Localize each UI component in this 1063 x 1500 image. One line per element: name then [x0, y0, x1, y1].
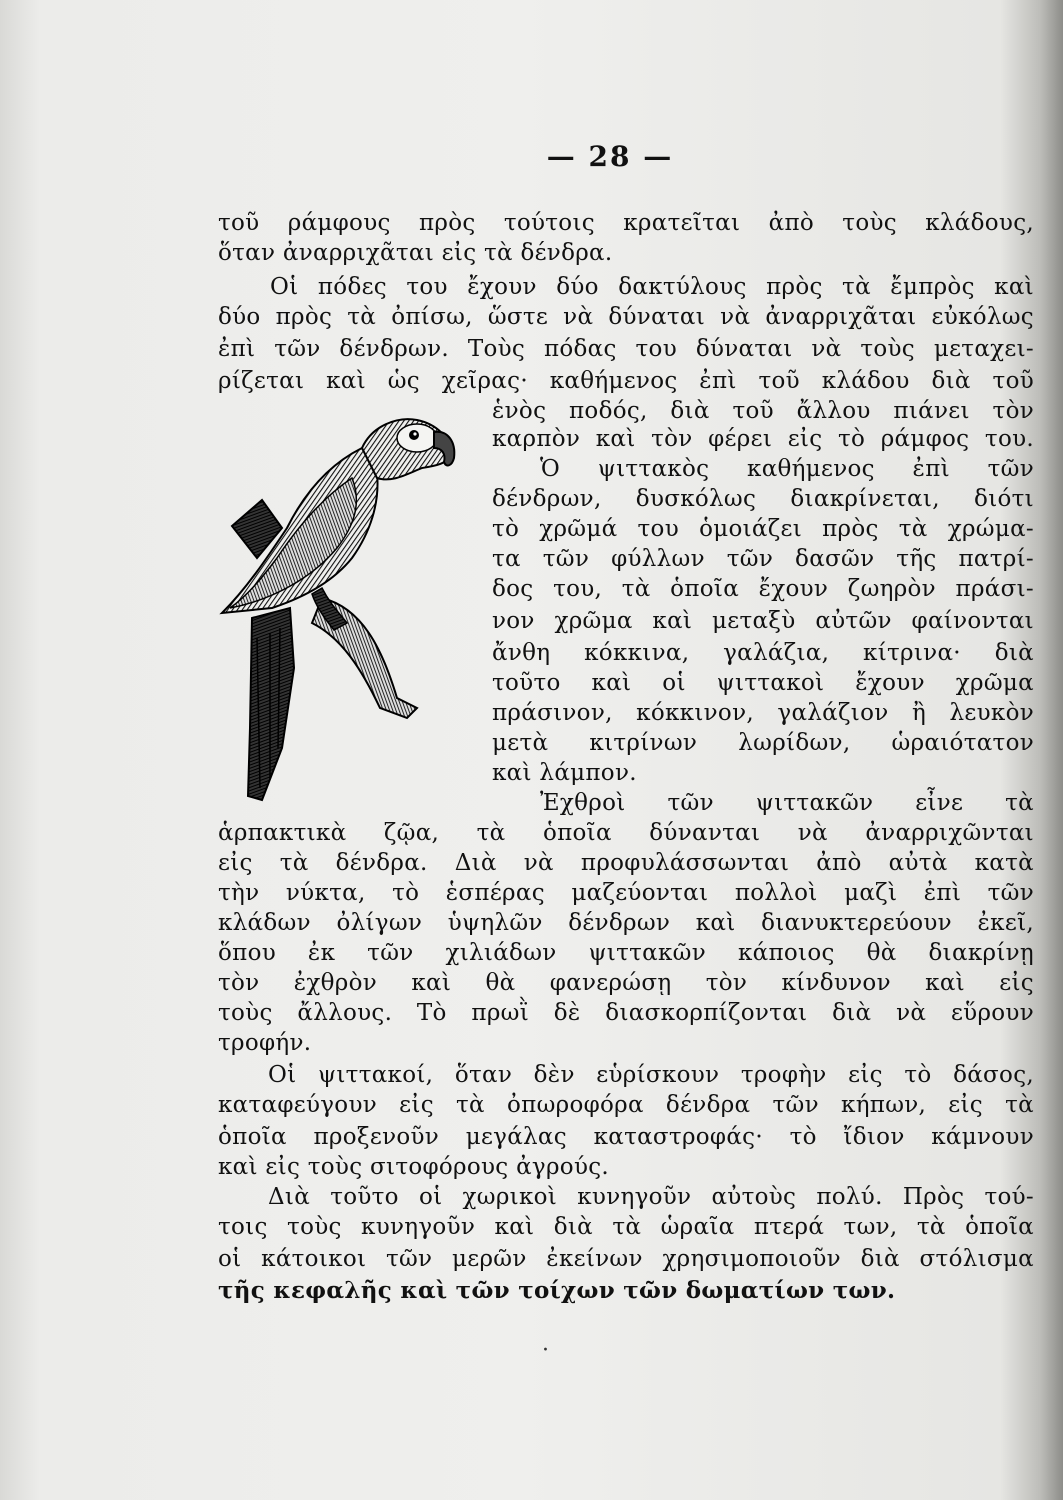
text-line-31: ὁποῖα προξενοῦν μεγάλας καταστροφάς· τὸ ἴδιον κάμνουν — [218, 1124, 1034, 1150]
parrot-engraving-icon — [212, 408, 460, 808]
text-line-33: Διὰ τοῦτο οἱ χωρικοὶ κυνηγοῦν αὐτοὺς πολύ. Πρὸς τού- — [268, 1184, 1034, 1210]
text-line-9: Ὁ ψιττακὸς καθήμενος ἐπὶ τῶν — [540, 456, 1034, 482]
text-line-12: τα τῶν φύλλων τῶν δασῶν τῆς πατρί- — [492, 546, 1034, 572]
text-line-36: τῆς κεφαλῆς καὶ τῶν τοίχων τῶν δωματίων των. — [218, 1277, 896, 1304]
text-line-23: τὴν νύκτα, τὸ ἑσπέρας μαζεύονται πολλοὶ μαζὶ ἐπὶ τῶν — [218, 880, 1034, 906]
text-line-8: καρπὸν καὶ τὸν φέρει εἰς τὸ ράμφος του. — [492, 426, 1034, 452]
page-number: — 28 — — [546, 140, 674, 173]
text-line-19: καὶ λάμπον. — [492, 760, 637, 786]
text-line-22: εἰς τὰ δένδρα. Διὰ νὰ προφυλάσσωνται ἀπὸ αὐτὰ κατὰ — [218, 850, 1034, 876]
text-line-2: ὅταν ἀναρριχᾶται εἰς τὰ δένδρα. — [218, 240, 613, 266]
text-line-27: τοὺς ἄλλους. Τὸ πρωῒ δὲ διασκορπίζονται διὰ νὰ εὕρουν — [218, 1000, 1034, 1026]
text-line-3: Οἱ πόδες του ἔχουν δύο δακτύλους πρὸς τὰ ἔμπρὸς καὶ — [270, 274, 1034, 300]
text-line-11: τὸ χρῶμά του ὁμοιάζει πρὸς τὰ χρώμα- — [492, 516, 1034, 542]
text-line-34: τοις τοὺς κυνηγοῦν καὶ διὰ τὰ ὡραῖα πτερά των, τὰ ὁποῖα — [218, 1214, 1034, 1240]
text-line-7: ἑνὸς ποδός, διὰ τοῦ ἄλλου πιάνει τὸν — [492, 398, 1034, 424]
text-line-18: μετὰ κιτρίνων λωρίδων, ὡραιότατον — [492, 730, 1034, 756]
text-line-25: ὅπου ἐκ τῶν χιλιάδων ψιττακῶν κάποιος θὰ διακρίνῃ — [218, 940, 1034, 966]
text-line-6: ρίζεται καὶ ὡς χεῖρας· καθήμενος ἐπὶ τοῦ κλάδου διὰ τοῦ — [218, 368, 1034, 394]
text-line-24: κλάδων ὀλίγων ὑψηλῶν δένδρων καὶ διανυκτερεύουν ἐκεῖ, — [218, 910, 1034, 936]
text-line-14: νον χρῶμα καὶ μεταξὺ αὐτῶν φαίνονται — [492, 608, 1034, 634]
text-line-35: οἱ κάτοικοι τῶν μερῶν ἐκείνων χρησιμοποιοῦν διὰ στόλισμα — [218, 1246, 1034, 1272]
text-line-16: τοῦτο καὶ οἱ ψιττακοὶ ἔχουν χρῶμα — [492, 670, 1034, 696]
text-line-10: δένδρων, δυσκόλως διακρίνεται, διότι — [492, 486, 1034, 512]
text-line-13: δος του, τὰ ὁποῖα ἔχουν ζωηρὸν πράσι- — [492, 576, 1034, 602]
ink-speck: · — [542, 1338, 549, 1363]
text-line-30: καταφεύγουν εἰς τὰ ὀπωροφόρα δένδρα τῶν κήπων, εἰς τὰ — [218, 1092, 1034, 1118]
text-line-26: τὸν ἐχθρὸν καὶ θὰ φανερώσῃ τὸν κίνδυνον καὶ εἰς — [218, 970, 1034, 996]
text-line-1: τοῦ ράμφους πρὸς τούτοις κρατεῖται ἀπὸ τοὺς κλάδους, — [218, 210, 1034, 236]
text-line-32: καὶ εἰς τοὺς σιτοφόρους ἀγρούς. — [218, 1154, 610, 1180]
text-line-15: ἄνθη κόκκινα, γαλάζια, κίτρινα· διὰ — [492, 640, 1034, 666]
text-line-4: δύο πρὸς τὰ ὀπίσω, ὥστε νὰ δύναται νὰ ἀναρριχᾶται εὐκόλως — [218, 304, 1034, 330]
text-line-29: Οἱ ψιττακοί, ὅταν δὲν εὑρίσκουν τροφὴν εἰς τὸ δάσος, — [268, 1062, 1034, 1088]
text-line-20: Ἐχθροὶ τῶν ψιττακῶν εἶνε τὰ — [540, 790, 1034, 816]
text-line-21: ἁρπακτικὰ ζῷα, τὰ ὁποῖα δύνανται νὰ ἀναρριχῶνται — [218, 820, 1034, 846]
text-line-28: τροφήν. — [218, 1030, 312, 1056]
text-line-5: ἐπὶ τῶν δένδρων. Τοὺς πόδας του δύναται νὰ τοὺς μεταχει- — [218, 336, 1034, 362]
text-line-17: πράσινον, κόκκινον, γαλάζιον ἢ λευκὸν — [492, 700, 1034, 726]
